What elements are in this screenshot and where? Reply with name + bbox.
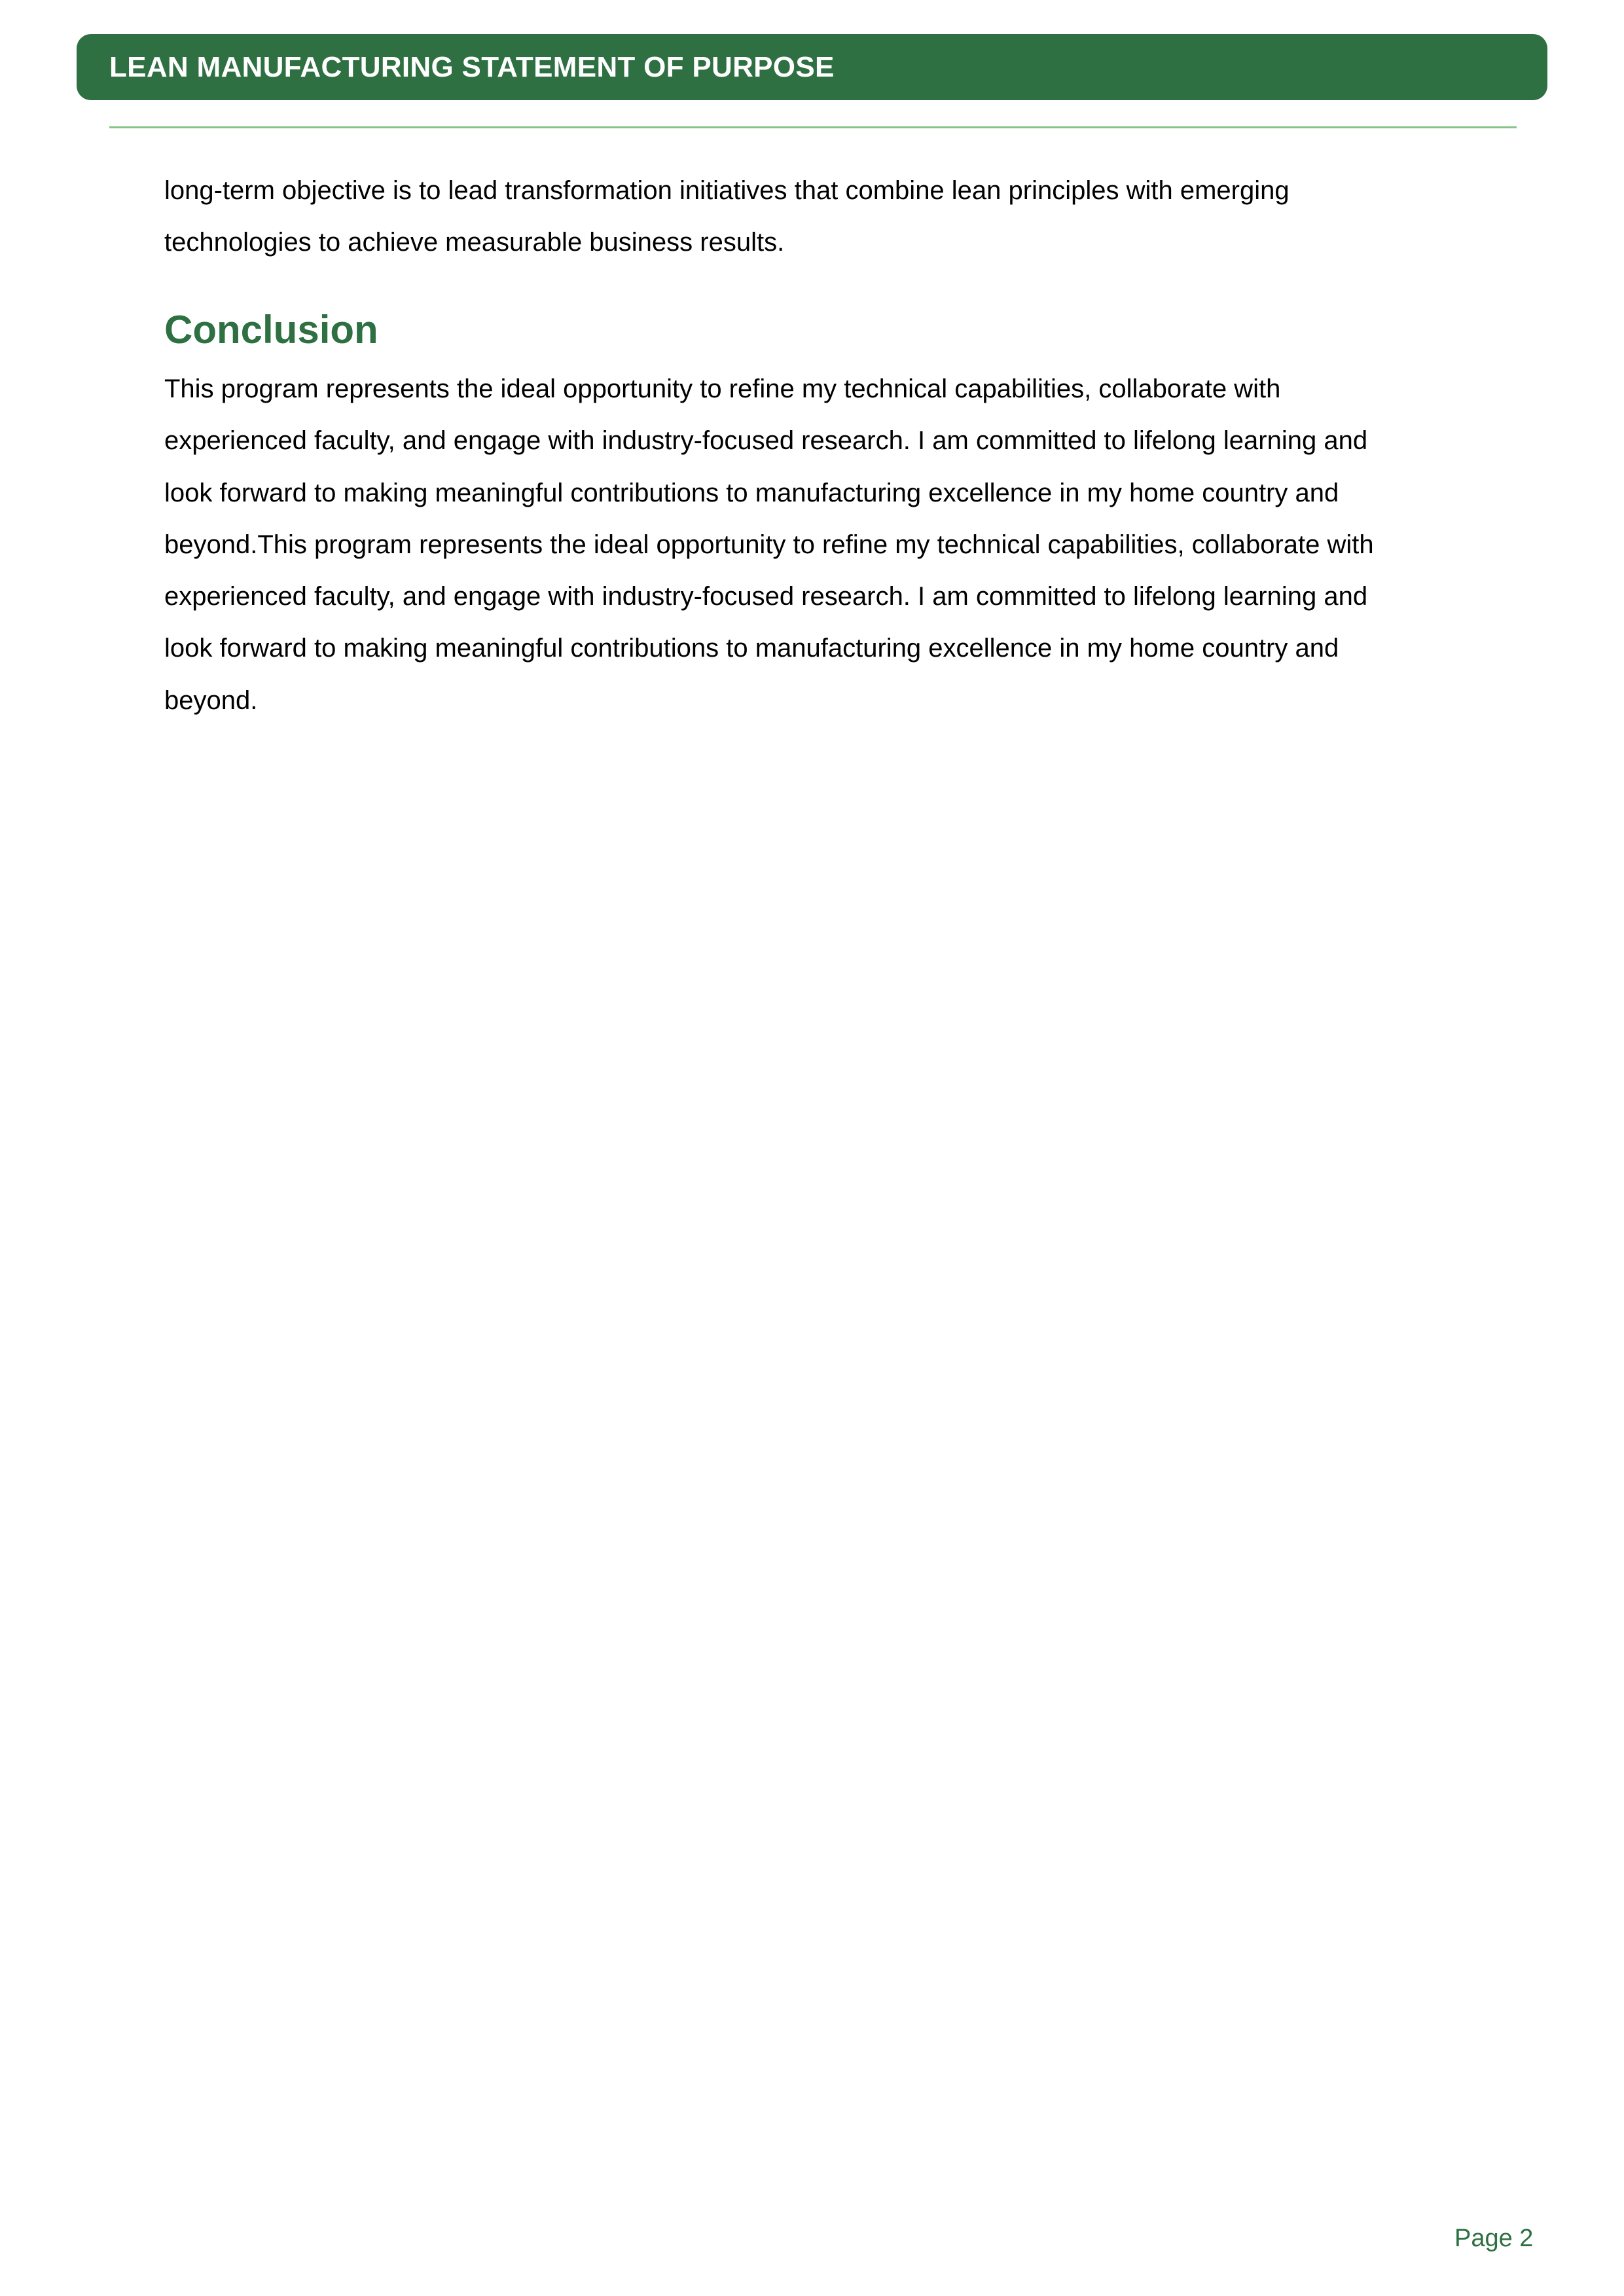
text-line: experienced faculty, and engage with industry-focused research. I am committed to lifelong learning and — [164, 426, 1368, 456]
conclusion-paragraph — [164, 363, 1374, 727]
text-line: This program represents the ideal opportunity to refine my technical capabilities, collaborate with — [164, 374, 1281, 403]
document-header-bar — [77, 34, 1547, 100]
text-line: technologies to achieve measurable business results. — [164, 228, 785, 257]
section-heading-conclusion: Conclusion — [164, 308, 378, 352]
document-title: LEAN MANUFACTURING STATEMENT OF PURPOSE — [109, 50, 835, 83]
text-line: experienced faculty, and engage with industry-focused research. I am committed to lifelong learning and — [164, 582, 1368, 611]
text-line: look forward to making meaningful contributions to manufacturing excellence in my home country and — [164, 478, 1339, 507]
text-line: beyond.This program represents the ideal opportunity to refine my technical capabilities, collaborate with — [164, 530, 1374, 559]
intro-paragraph — [164, 165, 1290, 269]
page-number: Page 2 — [1454, 2225, 1534, 2252]
header-divider — [109, 126, 1517, 128]
text-line: beyond. — [164, 685, 258, 715]
text-line: long-term objective is to lead transformation initiatives that combine lean principles with emerging — [164, 176, 1290, 205]
text-line: look forward to making meaningful contributions to manufacturing excellence in my home country and — [164, 634, 1339, 663]
